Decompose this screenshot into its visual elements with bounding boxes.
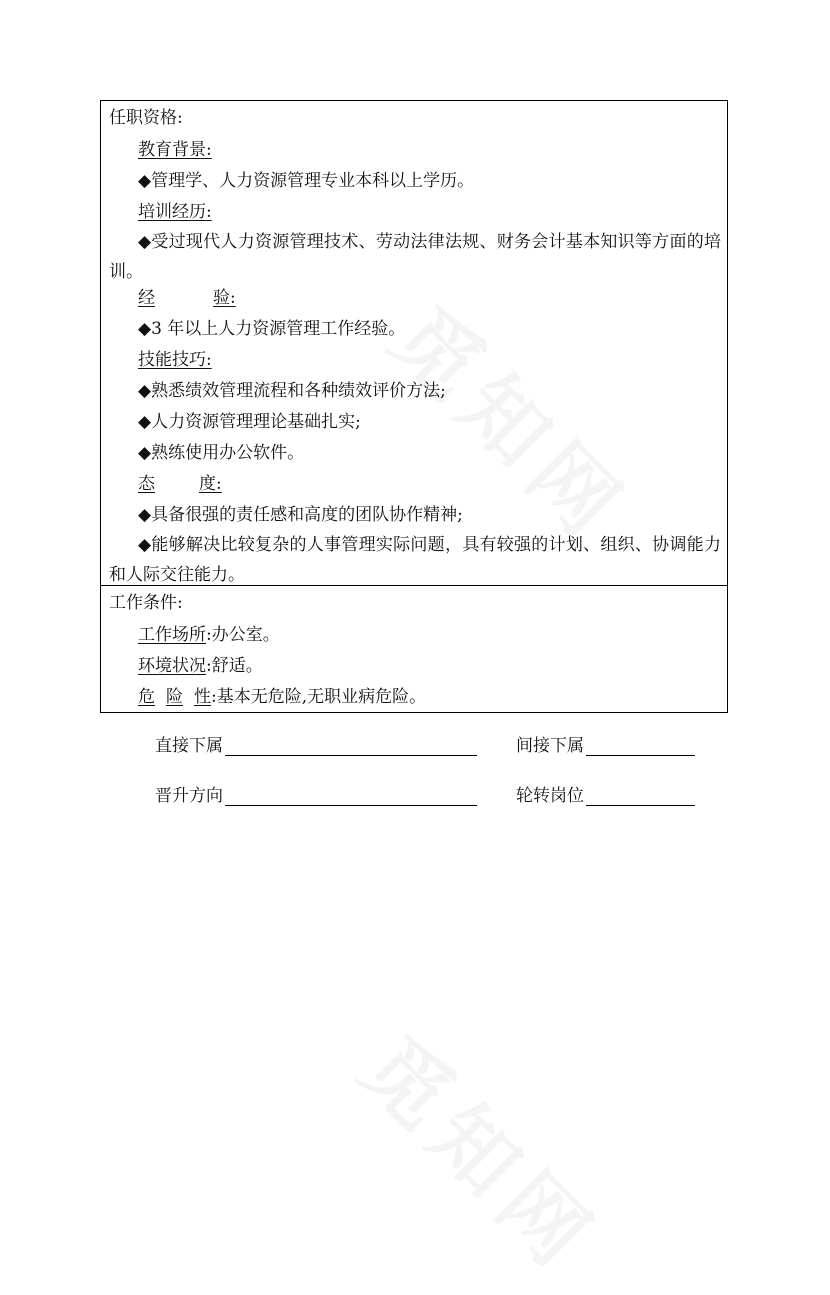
hazard-label-b: 险 — [166, 687, 183, 707]
training-label: 培训经历: — [138, 202, 212, 222]
conditions-section — [100, 585, 728, 713]
direct-subordinate-blank[interactable] — [225, 735, 477, 756]
hazard-value: :基本无危险,无职业病危险。 — [211, 687, 427, 707]
skills-label: 技能技巧: — [138, 350, 212, 370]
skills-item: ◆熟练使用办公软件。 — [138, 443, 305, 463]
promotion-label: 晋升方向 — [155, 786, 223, 806]
education-item: ◆管理学、人力资源管理专业本科以上学历。 — [138, 171, 475, 191]
rotation-field — [516, 785, 695, 806]
conditions-title: 工作条件: — [109, 593, 183, 613]
attitude-label-b: 度: — [199, 474, 222, 494]
experience-label-b: 验: — [213, 288, 236, 308]
experience-label — [138, 288, 236, 308]
hazard-label — [138, 687, 211, 707]
attitude-item: ◆能够解决比较复杂的人事管理实际问题，具有较强的计划、组织、协调能力和人际交往能力。 — [109, 535, 721, 585]
place-label: 工作场所 — [138, 625, 206, 645]
environment-value: :舒适。 — [206, 656, 263, 676]
place-row — [138, 625, 280, 645]
attitude-label — [138, 474, 222, 494]
direct-subordinate-label: 直接下属 — [155, 736, 223, 756]
attitude-item: ◆具备很强的责任感和高度的团队协作精神; — [138, 505, 463, 525]
qualifications-title: 任职资格: — [109, 108, 183, 128]
education-label: 教育背景: — [138, 140, 212, 160]
place-value: :办公室。 — [206, 625, 280, 645]
qualifications-section — [100, 100, 728, 586]
rotation-label: 轮转岗位 — [516, 786, 584, 806]
environment-row — [138, 656, 263, 676]
promotion-field — [155, 785, 477, 806]
hazard-label-a: 危 — [138, 687, 155, 707]
hazard-row — [138, 687, 426, 707]
indirect-subordinate-field — [516, 735, 695, 756]
training-item: ◆受过现代人力资源管理技术、劳动法律法规、财务会计基本知识等方面的培训。 — [109, 232, 721, 282]
experience-item: ◆3 年以上人力资源管理工作经验。 — [138, 319, 406, 339]
attitude-label-a: 态 — [138, 474, 155, 494]
environment-label: 环境状况 — [138, 656, 206, 676]
indirect-subordinate-blank[interactable] — [586, 735, 695, 756]
skills-item: ◆人力资源管理理论基础扎实; — [138, 412, 361, 432]
hazard-label-c: 性 — [194, 687, 211, 707]
promotion-blank[interactable] — [225, 785, 477, 806]
rotation-blank[interactable] — [586, 785, 695, 806]
watermark — [339, 1006, 628, 1295]
direct-subordinate-field — [155, 735, 477, 756]
experience-label-a: 经 — [138, 288, 155, 308]
skills-item: ◆熟悉绩效管理流程和各种绩效评价方法; — [138, 381, 446, 401]
indirect-subordinate-label: 间接下属 — [516, 736, 584, 756]
